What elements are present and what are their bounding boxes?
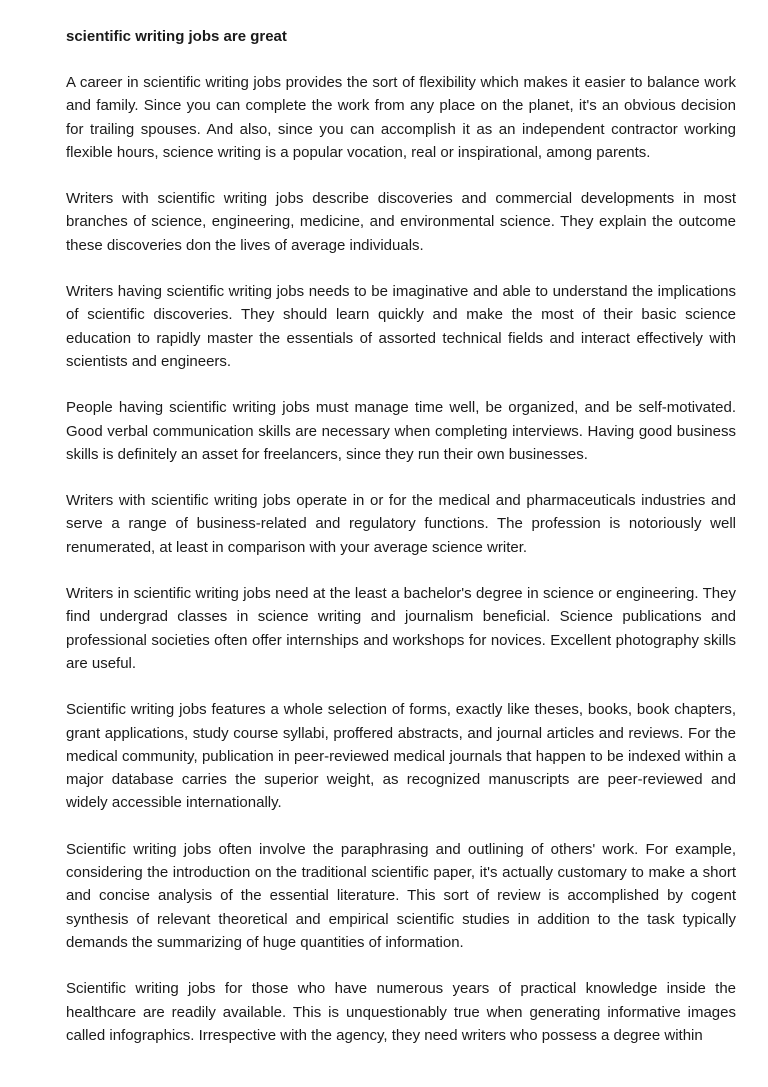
paragraph: A career in scientific writing jobs provides the sort of flexibility which makes it easier to balance work and family. Since you can complete the work from any place on the planet, it's an obvious decision for trailing spouses. And also, since you can accomplish it as an independent contractor working flexible hours, science writing is a popular vocation, real or inspirational, among parents. bbox=[66, 74, 736, 161]
paragraph: Writers having scientific writing jobs needs to be imaginative and able to understand the implications of scientific discoveries. They should learn quickly and make the most of their basic science education to rapidly master the essentials of assorted technical fields and interact effectively with scientists and engineers. bbox=[66, 283, 736, 370]
paragraph: Writers in scientific writing jobs need at the least a bachelor's degree in science or engineering. They find undergrad classes in science writing and journalism beneficial. Science publications and professional societies often offer internships and workshops for novices. Excellent photography skills are useful. bbox=[66, 585, 736, 672]
paragraph: Writers with scientific writing jobs describe discoveries and commercial developments in most branches of science, engineering, medicine, and environmental science. They explain the outcome these discoveries don the lives of average individuals. bbox=[66, 190, 736, 254]
paragraph: Scientific writing jobs for those who have numerous years of practical knowledge inside the healthcare are readily available. This is unquestionably true when generating informative images called infographics. Irrespective with the agency, they need writers who possess a degree within bbox=[66, 980, 736, 1044]
paragraph: Writers with scientific writing jobs operate in or for the medical and pharmaceuticals industries and serve a range of business-related and regulatory functions. The profession is notoriously well renumerated, at least in comparison with your average science writer. bbox=[66, 492, 736, 556]
paragraph: People having scientific writing jobs must manage time well, be organized, and be self-motivated. Good verbal communication skills are necessary when completing interviews. Having good business skills is definitely an asset for freelancers, since they run their own businesses. bbox=[66, 399, 736, 463]
document-title: scientific writing jobs are great bbox=[66, 28, 287, 45]
paragraph: Scientific writing jobs features a whole selection of forms, exactly like theses, books, book chapters, grant applications, study course syllabi, proffered abstracts, and journal articles and reviews. For the medical community, publication in peer-reviewed medical journals that happen to be indexed within a major database carries the superior weight, as recognized manuscripts are peer-reviewed and widely accessible internationally. bbox=[66, 701, 736, 812]
paragraph: Scientific writing jobs often involve the paraphrasing and outlining of others' work. For example, considering the introduction on the traditional scientific paper, it's actually customary to make a short and concise analysis of the essential literature. This sort of review is accomplished by cogent synthesis of relevant theoretical and empirical scientific studies in addition to the task typically demands the summarizing of huge quantities of information. bbox=[66, 840, 736, 951]
